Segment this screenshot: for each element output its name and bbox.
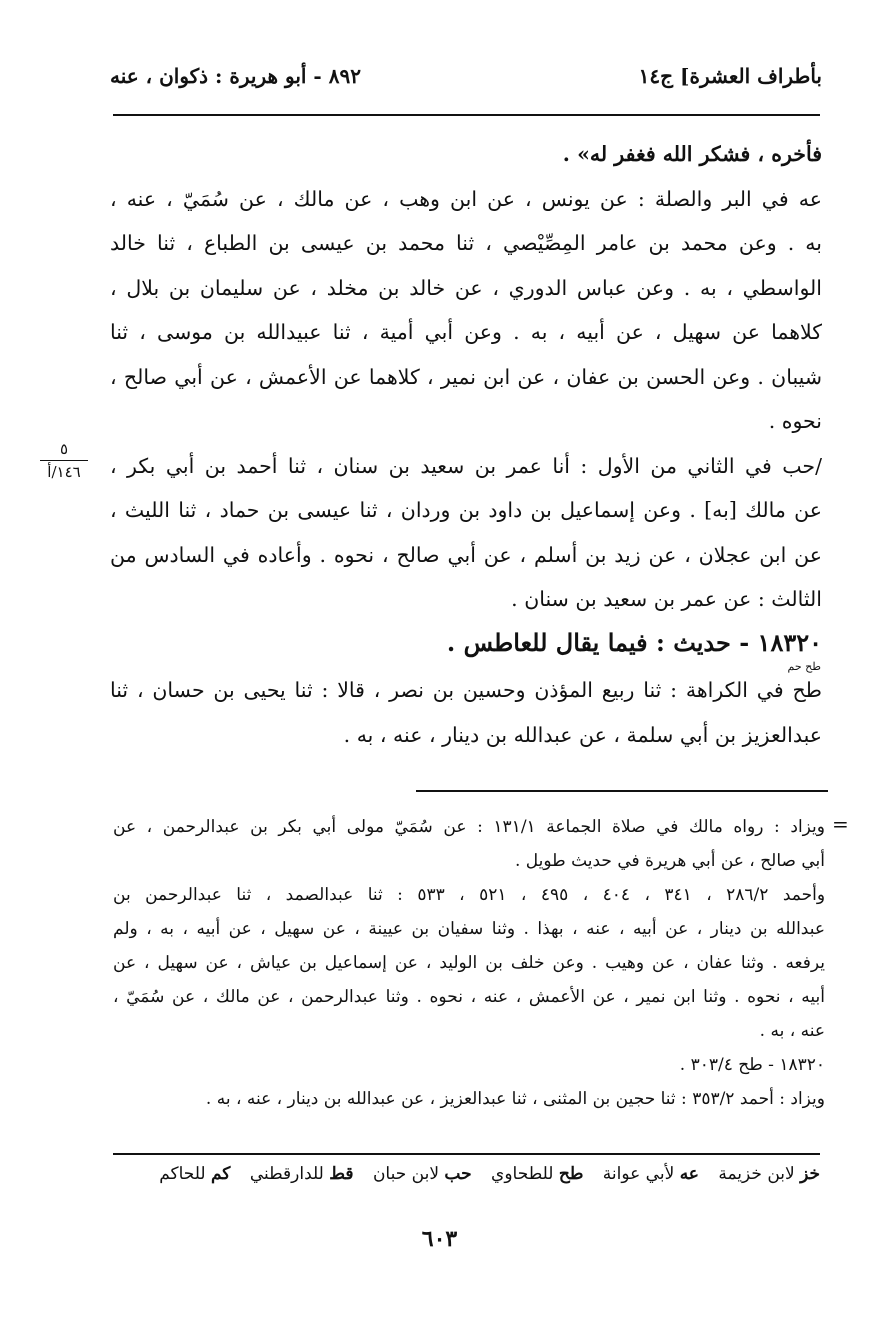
text-line: عن مالك [به] . وعن إسماعيل بن داود بن وردان ، ثنا عيسى بن حماد ، ثنا الليث ، <box>110 498 822 522</box>
main-text <box>110 132 822 622</box>
note-line: ويزاد : أحمد ٣٥٣/٢ : ثنا حجين بن المثنى ، ثنا عبدالعزيز ، عن عبدالله بن دينار ، عنه ، به . <box>205 1089 825 1109</box>
abbreviation <box>603 1164 699 1184</box>
abbreviation <box>491 1164 583 1184</box>
abbreviation-name: لابن حبان <box>372 1164 440 1184</box>
abbreviation <box>718 1164 820 1184</box>
note-line: عبدالله بن دينار ، عن أبيه ، عنه ، بهذا . وثنا سفيان بن عيينة ، عن سهيل ، عن أبيه ، به ، ولم <box>113 919 825 939</box>
abbreviation-code: عه <box>679 1164 699 1184</box>
footnotes <box>113 810 825 1116</box>
folio-divider <box>40 460 88 461</box>
source-codes-note: طح حم <box>787 660 821 673</box>
abbreviations-legend <box>113 1164 820 1184</box>
abbreviation <box>159 1164 230 1184</box>
text-line: فأخره ، فشكر الله فغفر له» . <box>562 142 822 166</box>
text-line: به . وعن محمد بن عامر المِصِّيْصي ، ثنا محمد بن عيسى بن الطباع ، ثنا خالد <box>110 231 822 255</box>
footnote-divider <box>416 790 828 792</box>
paragraph-4 <box>110 668 822 757</box>
text-line: كلاهما عن سهيل ، عن أبيه ، به . وعن أبي أمية ، ثنا عبيدالله بن موسى ، ثنا <box>110 320 822 344</box>
abbreviation-code: خز <box>800 1164 820 1184</box>
running-header <box>110 58 822 98</box>
abbreviation-code: حب <box>444 1164 472 1184</box>
abbreviation-name: للطحاوي <box>491 1164 554 1184</box>
hadith-heading: ١٨٣٢٠ - حديث : فيما يقال للعاطس . <box>446 628 822 657</box>
abbreviation-code: قط <box>329 1164 354 1184</box>
abbreviation-name: لابن خزيمة <box>718 1164 795 1184</box>
note-line: أبيه ، نحوه . وثنا ابن نمير ، عن الأعمش ، عنه ، نحوه . وثنا عبدالرحمن ، عن مالك ، عن سُمَيّ ، <box>113 987 825 1007</box>
continuation-mark: = <box>832 812 849 836</box>
folio-marker <box>40 440 88 481</box>
text-line: عه في البر والصلة : عن يونس ، عن ابن وهب ، عن مالك ، عن سُمَيّ ، عنه ، <box>110 186 822 211</box>
footer-divider <box>113 1153 820 1155</box>
text-line: عبدالعزيز بن أبي سلمة ، عن عبدالله بن دينار ، عنه ، به . <box>343 722 822 747</box>
text-line: الثالث : عن عمر بن سعيد بن سنان . <box>511 587 822 611</box>
abbreviation-name: للدارقطني <box>249 1164 324 1184</box>
note-line: يرفعه . وثنا عفان ، عن وهيب . وعن خلف بن الوليد ، عن إسماعيل بن عياش ، عن سهيل ، عن <box>113 953 825 973</box>
text-line: شيبان . وعن الحسن بن عفان ، عن ابن نمير ، كلاهما عن الأعمش ، عن أبي صالح ، <box>110 364 822 389</box>
paragraph-2 <box>110 177 822 444</box>
note-line: وأحمد ٢٨٦/٢ ، ٣٤١ ، ٤٠٤ ، ٤٩٥ ، ٥٢١ ، ٥٣٣ : ثنا عبدالصمد ، ثنا عبدالرحمن بن <box>113 885 825 905</box>
text-line: طح في الكراهة : ثنا ربيع المؤذن وحسين بن نصر ، قالا : ثنا يحيى بن حسان ، ثنا <box>110 678 822 702</box>
abbreviation-code: طح <box>558 1164 584 1184</box>
folio-reference: ١٤٦/أ <box>47 463 81 481</box>
paragraph-1 <box>110 132 822 177</box>
text-line: عن ابن عجلان ، عن زيد بن أسلم ، عن أبي صالح ، نحوه . وأعاده في السادس من <box>110 542 822 567</box>
abbreviation-name: لأبي عوانة <box>602 1164 675 1184</box>
note-line: ويزاد : رواه مالك في صلاة الجماعة ١٣١/١ : عن سُمَيّ مولى أبي بكر بن عبدالرحمن ، عن <box>113 817 825 837</box>
folio-number: ٥ <box>59 440 69 458</box>
abbreviation-code: كم <box>210 1164 231 1184</box>
header-book-title: بأطراف العشرة] ج١٤ <box>638 64 822 88</box>
text-line: نحوه . <box>768 409 822 433</box>
header-divider <box>113 114 820 116</box>
text-line: /حب في الثاني من الأول : أنا عمر بن سعيد بن سنان ، ثنا أحمد بن أبي بكر ، <box>110 453 822 478</box>
text-line: الواسطي ، به . وعن عباس الدوري ، عن خالد بن مخلد ، عن سليمان بن بلال ، <box>110 275 822 300</box>
main-text-continued <box>110 668 822 757</box>
page-number: ٦٠٣ <box>421 1226 458 1252</box>
header-chapter: ٨٩٢ - أبو هريرة : ذكوان ، عنه <box>110 64 361 88</box>
paragraph-3 <box>110 444 822 622</box>
abbreviation-name: للحاكم <box>159 1164 206 1184</box>
note-line: عنه ، به . <box>759 1021 825 1041</box>
note-line: ١٨٣٢٠ - طح ٣٠٣/٤ . <box>679 1055 825 1075</box>
abbreviation <box>373 1164 472 1184</box>
abbreviation <box>250 1164 354 1184</box>
note-line: أبي صالح ، عن أبي هريرة في حديث طويل . <box>514 851 825 871</box>
